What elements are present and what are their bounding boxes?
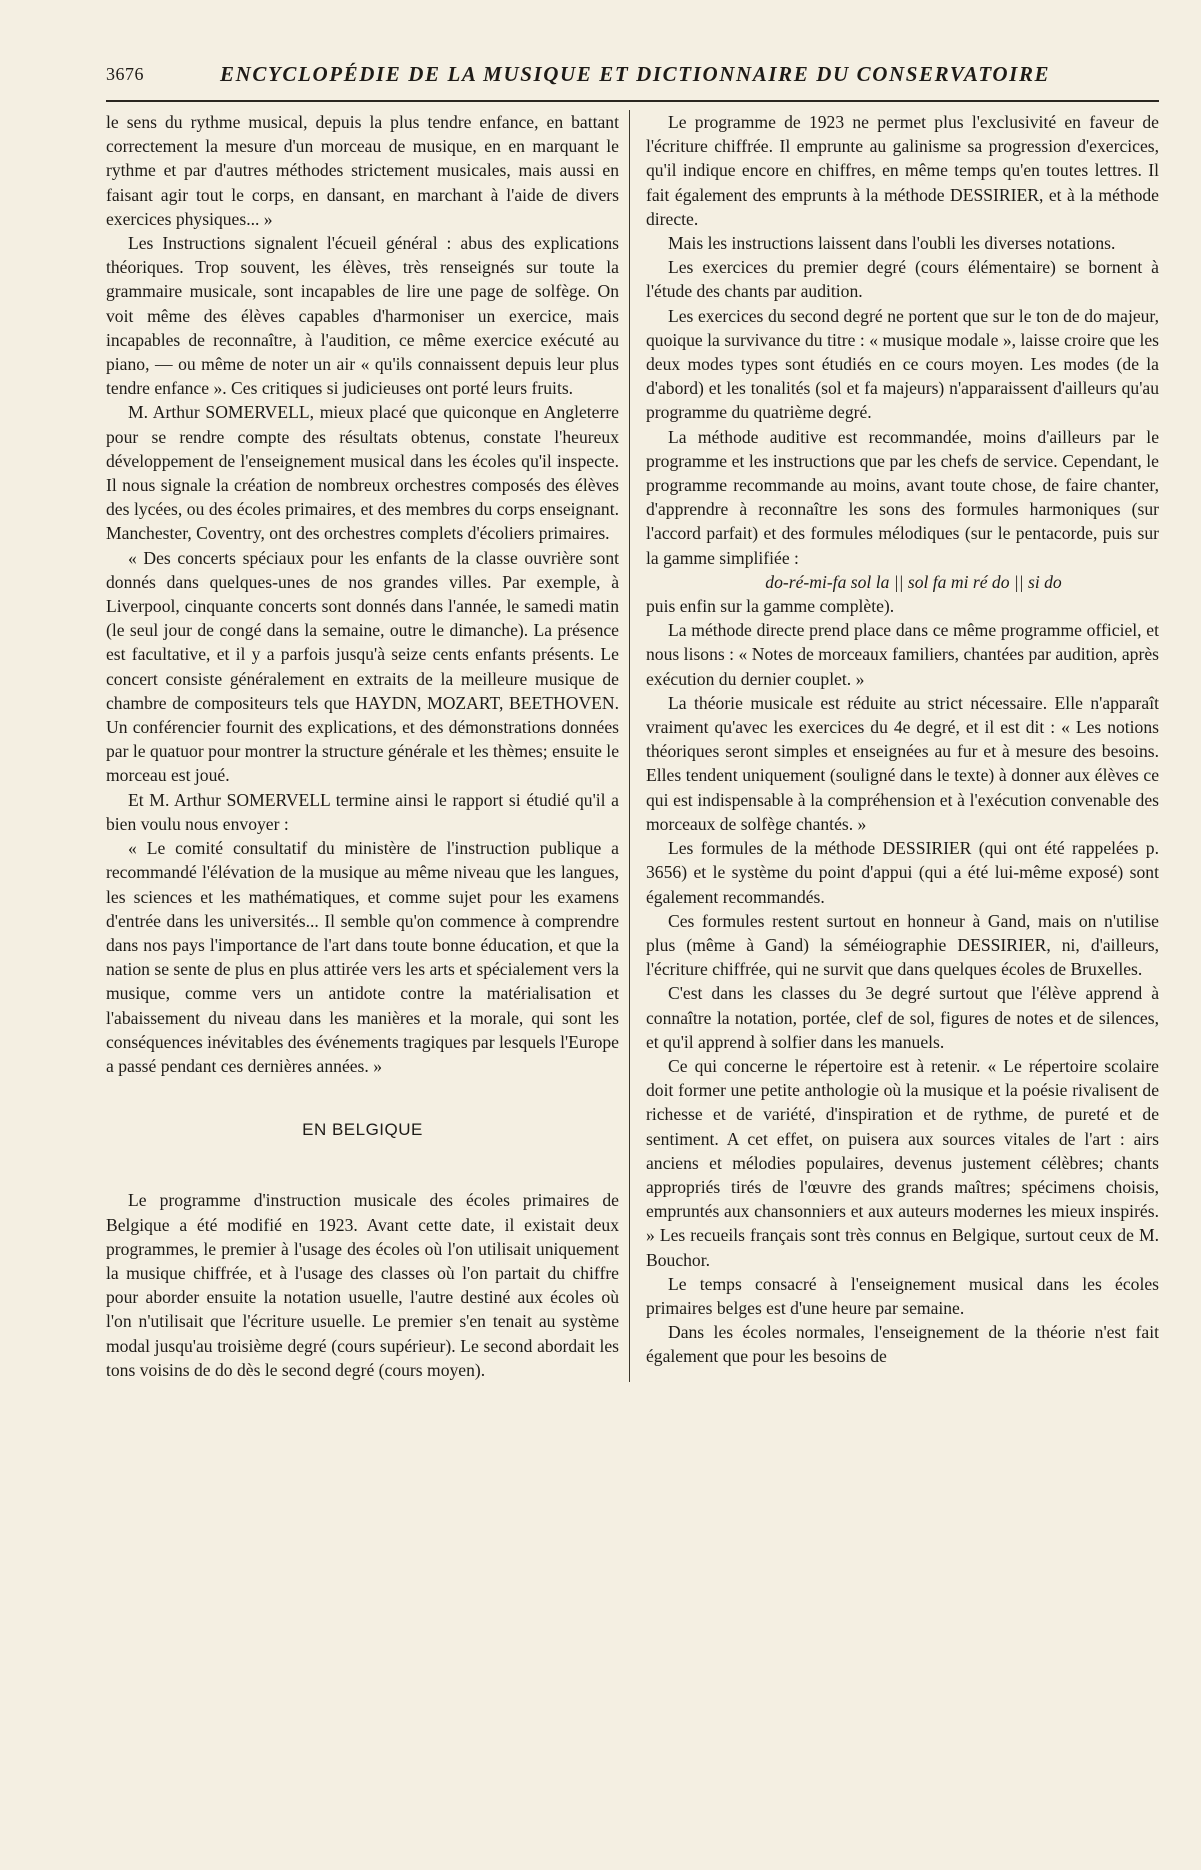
paragraph: Les exercices du second degré ne portent que sur le ton de do majeur, quoique la survivance du titre : « musique modale », laisse croire que les deux modes types sont étudiés en ce cours moyen. Les modes (de la d'abord) et les tonalités (sol et fa majeurs) n'apparaissent d'ailleurs qu'au programme du quatrième degré. [646, 305, 1159, 423]
paragraph: Le programme de 1923 ne permet plus l'exclusivité en faveur de l'écriture chiffrée. Il emprunte au galinisme sa progression d'exercices, qu'il indique encore en chiffres, en même temps qu'en toutes lettres. Il fait également des emprunts à la méthode DESSIRIER, et à la méthode directe. [646, 112, 1159, 229]
paragraph: La théorie musicale est réduite au strict nécessaire. Elle n'apparaît vraiment qu'avec les exercices du 4e degré, et il est dit : « Les notions théoriques seront simples et enseignées au fur et à mesure des besoins. Elles tendent uniquement (souligné dans le texte) à donner aux élèves ce qui est indispensable à la compréhension et à l'exécution convenable des morceaux de solfège chantés. » [646, 692, 1159, 834]
text-columns [106, 110, 1159, 1382]
paragraph: Dans les écoles normales, l'enseignement de la théorie n'est fait également que pour les besoins de [646, 1322, 1159, 1367]
paragraph: Les formules de la méthode DESSIRIER (qui ont été rappelées p. 3656) et le système du point d'appui (qui a été lui-même exposé) sont également recommandés. [646, 838, 1159, 907]
page-header [106, 64, 1159, 102]
paragraph: La méthode auditive est recommandée, moins d'ailleurs par le programme et les instructions que par les chefs de service. Cependant, le programme recommande au moins, avant toute chose, de faire chanter, d'apprendre à reconnaître les sons des formules harmoniques (sur l'accord parfait) et des formules mélodiques (sur le pentacorde, puis sur la gamme simplifiée : [646, 426, 1159, 568]
paragraph: Et M. Arthur SOMERVELL termine ainsi le rapport si étudié qu'il a bien voulu nous envoyer : [106, 789, 619, 834]
solfege-formula: do-ré-mi-fa sol la || sol fa mi ré do || si do [765, 571, 1062, 592]
paragraph: Le programme d'instruction musicale des écoles primaires de Belgique a été modifié en 1923. Avant cette date, il existait deux programmes, le premier à l'usage des écoles où l'on utilisait uniquement la musique chiffrée, et à l'usage des classes où l'on partait du chiffre pour aborder ensuite la notation usuelle, l'autre destiné aux écoles où l'on n'utilisait que l'écriture usuelle. Le premier s'en tenait au système modal jusqu'au troisième degré (cours supérieur). Le second abordait les tons voisins de do dès le second degré (cours moyen). [106, 1190, 619, 1380]
paragraph-continuation: puis enfin sur la gamme complète). [646, 596, 895, 617]
page-number: 3676 [106, 64, 144, 84]
paragraph: M. Arthur SOMERVELL, mieux placé que quiconque en Angleterre pour se rendre compte des résultats obtenus, constate l'heureux développement de l'enseignement musical dans les écoles qu'il inspecte. Il nous signale la création de nombreux orchestres composés des élèves des lycées, ou des écoles primaires, et des membres du corps enseignant. Manchester, Coventry, ont des orchestres complets d'écoliers primaires. [106, 402, 619, 544]
paragraph: « Le comité consultatif du ministère de l'instruction publique a recommandé l'élévation de la musique au même niveau que les langues, les sciences et les mathématiques, et comme sujet pour les examens d'entrée dans les universités... Il semble qu'on commence à comprendre dans nos pays l'importance de l'art dans toute bonne éducation, et que la nation se sente de plus en plus attirée vers les arts et spécialement vers la musique, comme vers un antidote contre la matérialisation et l'abaissement du niveau dans les manières et la morale, qui sont les conséquences inévitables des événements tragiques par lesquels l'Europe a passé pendant ces dernières années. » [106, 838, 619, 1076]
section-heading: EN BELGIQUE [302, 1120, 423, 1140]
paragraph: Le temps consacré à l'enseignement musical dans les écoles primaires belges est d'une heure par semaine. [646, 1273, 1159, 1318]
paragraph: Les exercices du premier degré (cours élémentaire) se bornent à l'étude des chants par audition. [646, 257, 1159, 302]
paragraph: Les Instructions signalent l'écueil général : abus des explications théoriques. Trop souvent, les élèves, très renseignés sur toute la grammaire musicale, sont incapables de lire une page de solfège. On voit même des élèves capables d'harmoniser un exercice, mais incapables de reconnaître, à l'audition, ce même exercice exécuté au piano, — ou même de noter un air « qu'ils connaissent depuis leur plus tendre enfance ». Ces critiques si judicieuses ont porté leurs fruits. [106, 233, 619, 399]
paragraph: Mais les instructions laissent dans l'oubli les diverses notations. [668, 233, 1116, 254]
paragraph: Ces formules restent surtout en honneur à Gand, mais on n'utilise plus (même à Gand) la séméiographie DESSIRIER, ni, d'ailleurs, l'écriture chiffrée, qui ne survit que dans quelques écoles de Bruxelles. [646, 910, 1159, 980]
paragraph: Ce qui concerne le répertoire est à retenir. « Le répertoire scolaire doit former une petite anthologie où la musique et la poésie rivalisent de richesse et de variété, d'inspiration et de rythme, de pureté et de sentiment. A cet effet, on puisera aux sources vitales de l'art : airs anciens et mélodies populaires, devenus justement célèbres; chants appropriés tirés de l'œuvre des grands maîtres; spécimens choisis, empruntés aux chansonniers et aux auteurs modernes les mieux inspirés. » Les recueils français sont très connus en Belgique, surtout ceux de M. Bouchor. [646, 1055, 1159, 1270]
paragraph: La méthode directe prend place dans ce même programme officiel, et nous lisons : « Notes de morceaux familiers, chantées par audition, après exécution du dernier couplet. » [646, 620, 1159, 689]
paragraph: C'est dans les classes du 3e degré surtout que l'élève apprend à connaître la notation, portée, clef de sol, figures de notes et de silences, et qu'il apprend à solfier dans les manuels. [646, 983, 1159, 1052]
paragraph: « Des concerts spéciaux pour les enfants de la classe ouvrière sont donnés dans quelques-unes de nos grandes villes. Par exemple, à Liverpool, cinquante concerts sont donnés dans l'année, le samedi matin (le seul jour de congé dans la semaine, outre le dimanche). La présence est facultative, et il y a parfois jusqu'à seize cents enfants présents. Le concert consiste généralement en extraits de la meilleure musique de chambre de compositeurs tels que HAYDN, MOZART, BEETHOVEN. Un conférencier fournit des explications, et des démonstrations données par le quatuor pour montrer la structure générale et les thèmes; ensuite le morceau est joué. [106, 547, 619, 786]
left-column [106, 110, 630, 1382]
right-column [646, 110, 1159, 1382]
running-title: ENCYCLOPÉDIE DE LA MUSIQUE ET DICTIONNAIRE DU CONSERVATOIRE [220, 62, 1051, 86]
paragraph: le sens du rythme musical, depuis la plus tendre enfance, en battant correctement la mesure d'un morceau de musique, en en marquant le rythme et par d'autres méthodes strictement musicales, mais aussi en faisant agir tout le corps, en dansant, en marchant à l'aide de divers exercices physiques... » [106, 112, 619, 229]
